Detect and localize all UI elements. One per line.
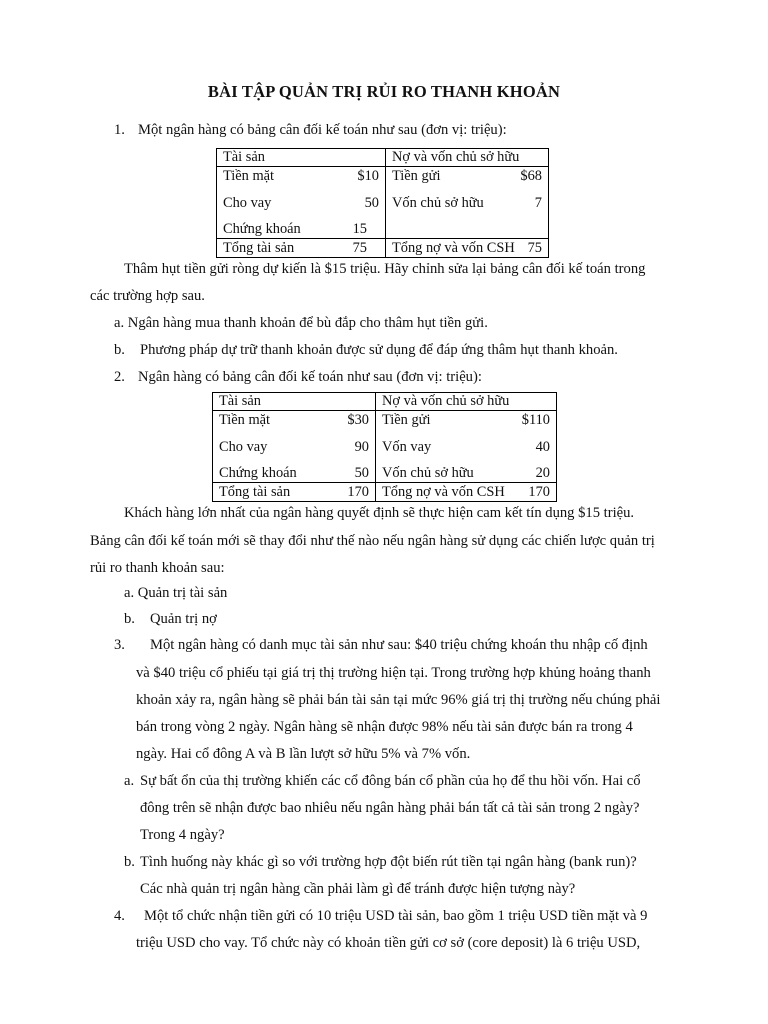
q2-balance-sheet bbox=[212, 392, 557, 502]
q2-number: 2. bbox=[114, 369, 125, 385]
q4-line: triệu USD cho vay. Tổ chức này có khoản tiền gửi cơ sở (core deposit) là 6 triệu USD, bbox=[136, 935, 641, 951]
q1-item-a: a. Ngân hàng mua thanh khoản để bù đắp cho thâm hụt tiền gửi. bbox=[114, 315, 488, 331]
q2-asset-row: Cho vay 90 bbox=[219, 439, 369, 455]
q3-item-a-line: Sự bất ổn của thị trường khiến các cổ đông bán cổ phần của họ để thu hồi vốn. Hai cổ bbox=[140, 773, 641, 789]
q3-number: 3. bbox=[114, 637, 125, 653]
q2-item-b: Quản trị nợ bbox=[150, 611, 217, 627]
q3-line: ngày. Hai cổ đông A và B lần lượt sở hữu 5% và 7% vốn. bbox=[136, 746, 471, 762]
q2-assets-cell bbox=[213, 411, 376, 483]
q1-liab-header: Nợ và vốn chủ sở hữu bbox=[386, 149, 549, 167]
q2-assets-header: Tài sản bbox=[213, 393, 376, 411]
q1-assets-header: Tài sản bbox=[217, 149, 386, 167]
q3-line: Một ngân hàng có danh mục tài sản như sau: $40 triệu chứng khoán thu nhập cố định bbox=[150, 637, 648, 653]
q3-item-a-line: Trong 4 ngày? bbox=[140, 827, 225, 843]
q1-number: 1. bbox=[114, 122, 125, 138]
q3-line: bán trong vòng 2 ngày. Ngân hàng sẽ nhận được 98% nếu tài sản được bán ra trong 4 bbox=[136, 719, 633, 735]
q3-item-b-line: Các nhà quản trị ngân hàng cần phải làm gì để tránh được hiện tượng này? bbox=[140, 881, 576, 897]
q1-assets-cell bbox=[217, 167, 386, 239]
q2-liab-row: Tiền gửi $110 bbox=[382, 412, 550, 428]
q1-item-b: Phương pháp dự trữ thanh khoản được sử dụng để đáp ứng thâm hụt thanh khoản. bbox=[140, 342, 618, 358]
q3-item-a-number: a. bbox=[124, 773, 135, 789]
q2-item-a: a. Quản trị tài sản bbox=[124, 585, 228, 601]
q2-total-assets: Tổng tài sản 170 bbox=[213, 483, 376, 502]
q2-liab-row: Vốn chủ sở hữu 20 bbox=[382, 465, 550, 481]
q2-liab-cell bbox=[376, 411, 557, 483]
q2-asset-row: Tiền mặt $30 bbox=[219, 412, 369, 428]
q3-item-a-line: đông trên sẽ nhận được bao nhiêu nếu ngân hàng phải bán tất cả tài sản trong 2 ngày? bbox=[140, 800, 640, 816]
q1-liab-cell bbox=[386, 167, 549, 239]
q1-paragraph-line: các trường hợp sau. bbox=[90, 288, 205, 304]
q2-total-liab: Tổng nợ và vốn CSH 170 bbox=[376, 483, 557, 502]
q2-liab-header: Nợ và vốn chủ sở hữu bbox=[376, 393, 557, 411]
q1-total-liab: Tổng nợ và vốn CSH 75 bbox=[386, 239, 549, 258]
q2-paragraph-line: rủi ro thanh khoản sau: bbox=[90, 560, 225, 576]
q1-asset-row: Tiền mặt $10 bbox=[223, 168, 379, 184]
q4-line: Một tổ chức nhận tiền gửi có 10 triệu USD tài sản, bao gồm 1 triệu USD tiền mặt và 9 bbox=[144, 908, 648, 924]
q1-asset-row: Chứng khoán 15 bbox=[223, 221, 367, 237]
q3-line: khoản xảy ra, ngân hàng sẽ phải bán tài sản tại mức 96% giá trị thị trường nếu chúng phải bbox=[136, 692, 661, 708]
q2-liab-row: Vốn vay 40 bbox=[382, 439, 550, 455]
q3-item-b-number: b. bbox=[124, 854, 135, 870]
q1-paragraph-line: Thâm hụt tiền gửi ròng dự kiến là $15 triệu. Hãy chỉnh sửa lại bảng cân đối kế toán trong bbox=[124, 261, 646, 277]
q1-item-b-number: b. bbox=[114, 342, 125, 358]
document-title: BÀI TẬP QUẢN TRỊ RỦI RO THANH KHOẢN bbox=[207, 82, 561, 101]
q1-text: Một ngân hàng có bảng cân đối kế toán như sau (đơn vị: triệu): bbox=[138, 122, 507, 138]
q2-asset-row: Chứng khoán 50 bbox=[219, 465, 369, 481]
q2-paragraph-line: Bảng cân đối kế toán mới sẽ thay đổi như thế nào nếu ngân hàng sử dụng các chiến lược quản trị bbox=[90, 533, 655, 549]
q1-liab-row: Vốn chủ sở hữu 7 bbox=[392, 195, 542, 211]
q3-item-b-line: Tình huống này khác gì so với trường hợp đột biến rút tiền tại ngân hàng (bank run)? bbox=[140, 854, 637, 870]
q3-line: và $40 triệu cổ phiếu tại giá trị thị trường hiện tại. Trong trường hợp khủng hoảng thanh bbox=[136, 665, 651, 681]
q1-total-assets: Tổng tài sản 75 bbox=[217, 239, 386, 258]
q1-balance-sheet bbox=[216, 148, 549, 258]
q1-liab-row: Tiền gửi $68 bbox=[392, 168, 542, 184]
q2-item-b-number: b. bbox=[124, 611, 135, 627]
q2-text: Ngân hàng có bảng cân đối kế toán như sau (đơn vị: triệu): bbox=[138, 369, 482, 385]
q2-paragraph-line: Khách hàng lớn nhất của ngân hàng quyết định sẽ thực hiện cam kết tín dụng $15 triệu. bbox=[124, 505, 635, 521]
q4-number: 4. bbox=[114, 908, 125, 924]
q1-asset-row: Cho vay 50 bbox=[223, 195, 379, 211]
